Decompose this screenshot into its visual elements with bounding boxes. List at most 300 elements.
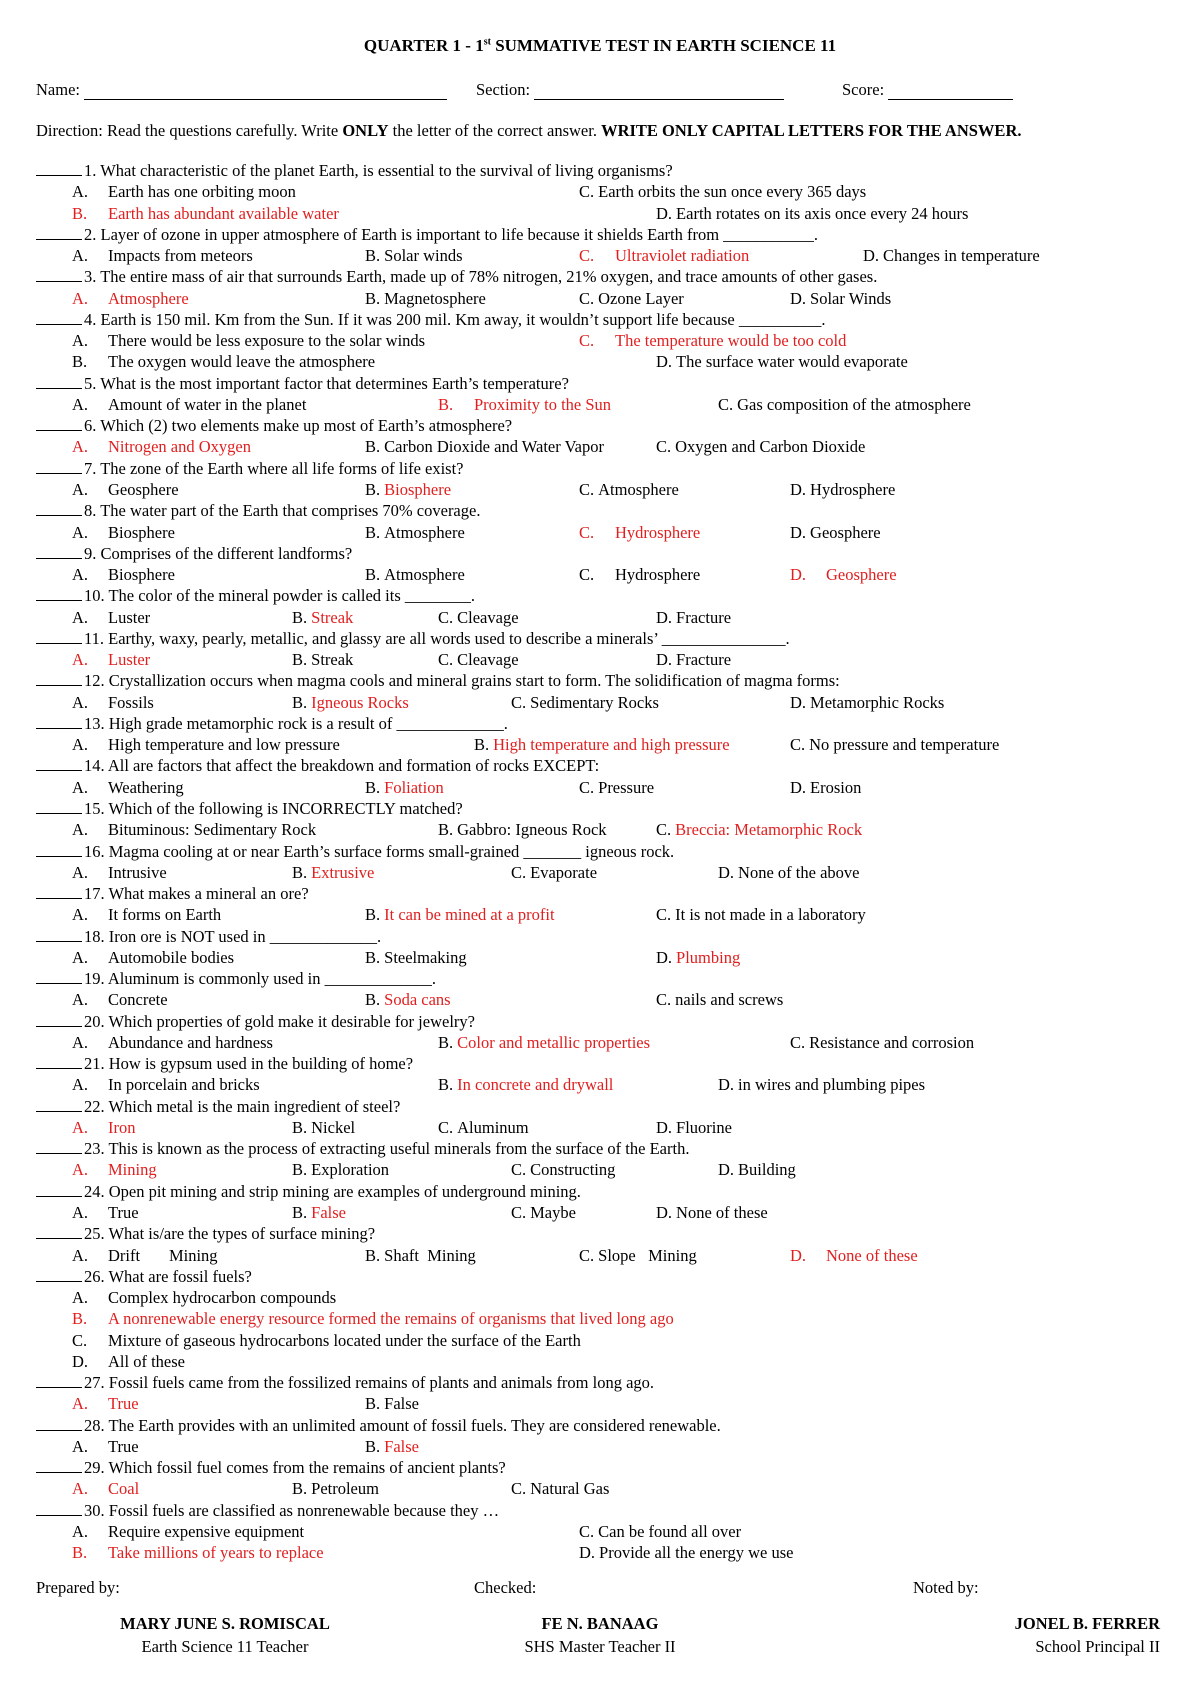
option-text: In porcelain and bricks: [108, 1075, 260, 1095]
option-text: Proximity to the Sun: [474, 394, 612, 414]
option-letter: A.: [72, 1436, 89, 1456]
checked-signatory: [470, 1614, 730, 1657]
option-row: [36, 1308, 1176, 1329]
question-text: 13. High grade metamorphic rock is a result of _____________.: [84, 713, 508, 733]
question: [36, 628, 1176, 649]
answer-option-correct: [365, 904, 555, 925]
answer-blank[interactable]: [36, 1500, 82, 1516]
question: [36, 1223, 1176, 1244]
answer-blank[interactable]: [36, 1053, 82, 1069]
answer-option: [72, 862, 167, 883]
option-letter: C.: [579, 1245, 595, 1265]
option-text: Mixture of gaseous hydrocarbons located under the surface of the Earth: [108, 1330, 581, 1350]
directions: Direction: Read the questions carefully. Write ONLY the letter of the correct answer. WRITE ONLY CAPITAL LETTERS FOR THE ANSWER.: [36, 121, 1022, 140]
question: [36, 500, 1176, 521]
option-row: [36, 1032, 1176, 1053]
option-letter: C.: [790, 735, 806, 755]
option-row: [36, 203, 1176, 224]
option-letter: A.: [72, 607, 89, 627]
option-row: [36, 1542, 1176, 1563]
answer-option: [438, 819, 607, 840]
question: [36, 755, 1176, 776]
answer-blank[interactable]: [36, 883, 82, 899]
answer-option: [656, 1202, 768, 1223]
option-letter: A.: [72, 522, 89, 542]
option-text: Streak: [311, 650, 354, 670]
option-letter: C.: [656, 990, 672, 1010]
option-row: [36, 436, 1176, 457]
answer-option-correct: [72, 1542, 324, 1563]
option-text: Iron: [108, 1117, 136, 1137]
answer-option: [72, 947, 234, 968]
option-letter: A.: [72, 565, 89, 585]
question: [36, 309, 1176, 330]
option-text: Ozone Layer: [598, 288, 684, 308]
option-letter: B.: [365, 947, 381, 967]
option-text: Fossils: [108, 692, 154, 712]
answer-option: [579, 564, 700, 585]
answer-option-correct: [72, 1159, 157, 1180]
option-text: Exploration: [311, 1160, 390, 1180]
option-row: [36, 692, 1176, 713]
answer-option: [718, 862, 859, 883]
answer-blank[interactable]: [36, 1096, 82, 1112]
answer-blank[interactable]: [36, 585, 82, 601]
option-letter: C.: [511, 862, 527, 882]
option-letter: A.: [72, 990, 89, 1010]
question: [36, 1266, 1176, 1287]
option-text: Oxygen and Carbon Dioxide: [675, 437, 866, 457]
answer-option: [656, 203, 968, 224]
answer-blank[interactable]: [36, 628, 82, 644]
option-text: Ultraviolet radiation: [615, 246, 750, 266]
option-text: It can be mined at a profit: [384, 905, 555, 925]
option-letter: B.: [365, 565, 381, 585]
option-text: Biosphere: [384, 479, 452, 499]
question-text: 16. Magma cooling at or near Earth’s surface forms small-grained _______ igneous rock.: [84, 841, 675, 861]
option-row: [36, 819, 1176, 840]
answer-blank[interactable]: [36, 1181, 82, 1197]
option-letter: D.: [790, 692, 807, 712]
option-text: Gas composition of the atmosphere: [737, 394, 971, 414]
option-letter: A.: [72, 1245, 89, 1265]
option-text: Earth rotates on its axis once every 24 hours: [676, 203, 969, 223]
answer-blank[interactable]: [36, 1223, 82, 1239]
option-text: Constructing: [530, 1160, 616, 1180]
answer-option-correct: [438, 1032, 650, 1053]
option-letter: C.: [511, 1203, 527, 1223]
option-text: Nickel: [311, 1117, 356, 1137]
option-row: [36, 862, 1176, 883]
answer-option: [656, 351, 908, 372]
question: [36, 266, 1176, 287]
answer-option: [511, 1478, 609, 1499]
score-field[interactable]: [842, 80, 1013, 102]
answer-option: [72, 1287, 336, 1308]
answer-blank[interactable]: [36, 755, 82, 771]
answer-blank[interactable]: [36, 266, 82, 282]
answer-option: [579, 479, 679, 500]
option-letter: A.: [72, 735, 89, 755]
option-letter: D.: [718, 862, 735, 882]
option-letter: B.: [365, 437, 381, 457]
answer-option-correct: [656, 947, 740, 968]
answer-option: [511, 1159, 615, 1180]
answer-option-correct: [365, 479, 451, 500]
question-text: 30. Fossil fuels are classified as nonrenewable because they …: [84, 1500, 500, 1520]
option-text: Nitrogen and Oxygen: [108, 437, 251, 457]
option-text: Biosphere: [108, 565, 175, 585]
option-text: Slope Mining: [598, 1245, 697, 1265]
option-text: Atmosphere: [108, 288, 189, 308]
answer-option: [790, 777, 861, 798]
answer-option-correct: [72, 1308, 674, 1329]
option-row: [36, 1202, 1176, 1223]
option-text: Atmosphere: [384, 522, 465, 542]
answer-blank[interactable]: [36, 500, 82, 516]
option-letter: A.: [72, 331, 89, 351]
option-text: Earth has one orbiting moon: [108, 182, 296, 202]
option-text: Erosion: [810, 777, 862, 797]
option-text: Sedimentary Rocks: [530, 692, 659, 712]
name-field[interactable]: [36, 80, 447, 102]
question-text: 29. Which fossil fuel comes from the remains of ancient plants?: [84, 1458, 506, 1478]
option-text: Earth has abundant available water: [108, 203, 339, 223]
answer-option: [72, 734, 340, 755]
question: [36, 1011, 1176, 1032]
option-letter: C.: [511, 1160, 527, 1180]
option-text: Maybe: [530, 1203, 576, 1223]
option-row: [36, 734, 1176, 755]
option-text: Magnetosphere: [384, 288, 486, 308]
answer-option: [72, 1436, 139, 1457]
answer-blank[interactable]: [36, 458, 82, 474]
question-text: 14. All are factors that affect the breakdown and formation of rocks EXCEPT:: [84, 756, 600, 776]
answer-option-correct: [438, 1074, 613, 1095]
answer-option-correct: [72, 203, 339, 224]
option-row: [36, 1393, 1176, 1414]
option-text: Color and metallic properties: [457, 1032, 651, 1052]
option-letter: B.: [292, 1479, 308, 1499]
option-row: [36, 904, 1176, 925]
question-text: 22. Which metal is the main ingredient of steel?: [84, 1096, 401, 1116]
option-text: None of the above: [738, 862, 860, 882]
question-text: 24. Open pit mining and strip mining are examples of underground mining.: [84, 1181, 581, 1201]
question-text: 6. Which (2) two elements make up most of Earth’s atmosphere?: [84, 416, 513, 436]
answer-option: [863, 245, 1040, 266]
answer-option-correct: [579, 245, 749, 266]
option-text: False: [384, 1436, 419, 1456]
answer-blank[interactable]: [36, 968, 82, 984]
option-letter: B.: [292, 607, 308, 627]
option-text: There would be less exposure to the solar winds: [108, 331, 426, 351]
option-letter: C.: [511, 692, 527, 712]
answer-option: [72, 904, 221, 925]
answer-option: [72, 479, 179, 500]
option-letter: B.: [365, 1436, 381, 1456]
option-letter: C.: [438, 607, 454, 627]
question-text: 27. Fossil fuels came from the fossilized remains of plants and animals from long ago.: [84, 1373, 655, 1393]
answer-option: [292, 649, 353, 670]
answer-option-correct: [292, 692, 409, 713]
question: [36, 926, 1176, 947]
option-text: Extrusive: [311, 862, 375, 882]
option-text: Luster: [108, 650, 151, 670]
question: [36, 798, 1176, 819]
question: [36, 373, 1176, 394]
answer-option: [579, 1542, 793, 1563]
option-row: [36, 649, 1176, 670]
answer-option: [72, 564, 175, 585]
question: [36, 1138, 1176, 1159]
option-letter: B.: [292, 1203, 308, 1223]
option-row: [36, 1245, 1176, 1266]
option-text: Hydrosphere: [810, 479, 896, 499]
answer-blank[interactable]: [36, 798, 82, 814]
option-text: The temperature would be too cold: [615, 331, 847, 351]
question-text: 15. Which of the following is INCORRECTLY matched?: [84, 798, 463, 818]
option-text: Changes in temperature: [883, 246, 1040, 266]
option-text: Coal: [108, 1479, 140, 1499]
option-text: Provide all the energy we use: [599, 1543, 794, 1563]
answer-option: [438, 1117, 529, 1138]
option-letter: D.: [579, 1543, 596, 1563]
option-letter: D.: [790, 565, 807, 585]
option-row: [36, 330, 1176, 351]
question: [36, 224, 1176, 245]
section-field[interactable]: [476, 80, 784, 102]
question-text: 17. What makes a mineral an ore?: [84, 884, 309, 904]
prepared-by-signatory: [60, 1614, 390, 1657]
option-text: Atmosphere: [598, 479, 679, 499]
option-letter: B.: [72, 203, 88, 223]
option-text: Luster: [108, 607, 151, 627]
option-row: [36, 351, 1176, 372]
option-text: True: [108, 1203, 139, 1223]
question-text: 4. Earth is 150 mil. Km from the Sun. If it was 200 mil. Km away, it wouldn’t support life because __________.: [84, 309, 826, 329]
option-letter: B.: [365, 288, 381, 308]
option-text: Automobile bodies: [108, 947, 235, 967]
answer-option: [292, 1117, 355, 1138]
option-text: Foliation: [384, 777, 444, 797]
option-text: Fracture: [676, 607, 732, 627]
answer-option-correct: [72, 1393, 139, 1414]
question-text: 26. What are fossil fuels?: [84, 1266, 252, 1286]
option-text: True: [108, 1394, 139, 1414]
option-letter: C.: [790, 1032, 806, 1052]
option-letter: D.: [72, 1351, 89, 1371]
question-text: 10. The color of the mineral powder is called its ________.: [84, 586, 476, 606]
answer-option-correct: [438, 394, 611, 415]
answer-blank[interactable]: [36, 373, 82, 389]
option-text: Carbon Dioxide and Water Vapor: [384, 437, 604, 457]
option-row: [36, 947, 1176, 968]
answer-blank[interactable]: [36, 670, 82, 686]
answer-option: [365, 288, 486, 309]
option-letter: C.: [579, 331, 595, 351]
question-text: 5. What is the most important factor that determines Earth’s temperature?: [84, 373, 569, 393]
answer-option: [790, 1032, 974, 1053]
option-text: Solar winds: [384, 246, 463, 266]
answer-blank[interactable]: [36, 309, 82, 325]
option-letter: C.: [438, 650, 454, 670]
question-text: 9. Comprises of the different landforms?: [84, 543, 353, 563]
answer-option: [72, 245, 253, 266]
answer-option: [656, 904, 866, 925]
answer-option: [718, 1159, 796, 1180]
answer-blank[interactable]: [36, 1372, 82, 1388]
option-letter: D.: [656, 1203, 673, 1223]
option-letter: A.: [72, 820, 89, 840]
option-letter: B.: [292, 692, 308, 712]
question: [36, 713, 1176, 734]
option-letter: B.: [365, 990, 381, 1010]
option-text: Can be found all over: [598, 1522, 742, 1541]
option-row: [36, 1287, 1176, 1308]
option-letter: D.: [656, 947, 673, 967]
answer-option-correct: [292, 607, 353, 628]
answer-option: [72, 394, 306, 415]
question: [36, 1500, 1176, 1521]
answer-blank[interactable]: [36, 543, 82, 559]
option-text: Soda cans: [384, 990, 451, 1010]
option-text: No pressure and temperature: [809, 735, 1000, 755]
option-text: Mining: [108, 1160, 157, 1180]
answer-blank[interactable]: [36, 1457, 82, 1473]
option-text: Resistance and corrosion: [809, 1032, 975, 1052]
option-row: [36, 522, 1176, 543]
option-text: Impacts from meteors: [108, 246, 253, 266]
answer-option: [365, 1245, 476, 1266]
question-text: 3. The entire mass of air that surrounds Earth, made up of 78% nitrogen, 21% oxygen, and trace amounts of other gases.: [84, 267, 878, 287]
section-label: Section:: [476, 80, 531, 99]
option-text: It forms on Earth: [108, 905, 222, 925]
answer-option: [72, 1074, 260, 1095]
option-letter: C.: [656, 905, 672, 925]
answer-blank[interactable]: [36, 415, 82, 431]
question: [36, 160, 1176, 181]
answer-option-correct: [365, 777, 444, 798]
option-letter: B.: [292, 650, 308, 670]
answer-option: [579, 777, 654, 798]
checked-label: Checked:: [474, 1578, 537, 1597]
answer-option: [72, 351, 375, 372]
option-letter: D.: [790, 288, 807, 308]
answer-option: [72, 777, 184, 798]
answer-option: [72, 692, 154, 713]
option-text: In concrete and drywall: [457, 1075, 614, 1095]
answer-option-correct: [579, 522, 700, 543]
option-letter: A.: [72, 777, 89, 797]
option-row: [36, 1117, 1176, 1138]
option-text: Aluminum: [457, 1117, 529, 1137]
question: [36, 841, 1176, 862]
option-text: Hydrosphere: [615, 522, 701, 542]
option-text: Igneous Rocks: [311, 692, 409, 712]
answer-blank[interactable]: [36, 926, 82, 942]
option-row: [36, 989, 1176, 1010]
question-text: 12. Crystallization occurs when magma cools and mineral grains start to form. The solidification of magma forms:: [84, 671, 840, 691]
option-row: [36, 607, 1176, 628]
option-text: Evaporate: [530, 862, 598, 882]
question: [36, 458, 1176, 479]
option-letter: B.: [72, 352, 88, 372]
option-letter: A.: [72, 1394, 89, 1414]
option-letter: C.: [579, 288, 595, 308]
option-letter: C.: [656, 820, 672, 840]
option-letter: B.: [474, 735, 490, 755]
answer-option: [292, 1159, 389, 1180]
option-text: Bituminous: Sedimentary Rock: [108, 820, 317, 840]
answer-option: [579, 181, 866, 202]
option-row: [36, 777, 1176, 798]
question: [36, 1053, 1176, 1074]
option-text: Atmosphere: [384, 565, 465, 585]
question-text: 19. Aluminum is commonly used in _____________.: [84, 969, 437, 989]
option-text: Cleavage: [457, 607, 519, 627]
answer-option: [718, 1074, 925, 1095]
option-letter: A.: [72, 246, 89, 266]
question: [36, 968, 1176, 989]
answer-blank[interactable]: [36, 713, 82, 729]
answer-option: [72, 607, 150, 628]
name-label: Name:: [36, 80, 80, 99]
answer-option-correct: [656, 819, 862, 840]
option-text: Take millions of years to replace: [108, 1543, 324, 1563]
question: [36, 1096, 1176, 1117]
option-text: Fluorine: [676, 1117, 732, 1137]
option-letter: D.: [656, 203, 673, 223]
noted-by-signatory: [960, 1614, 1160, 1657]
option-row: [36, 1436, 1176, 1457]
option-text: Pressure: [598, 777, 655, 797]
answer-blank[interactable]: [36, 841, 82, 857]
answer-option-correct: [790, 1245, 918, 1266]
option-letter: C.: [579, 1522, 595, 1541]
question: [36, 543, 1176, 564]
answer-blank[interactable]: [36, 160, 82, 176]
answer-option: [292, 1478, 379, 1499]
answer-option: [72, 522, 175, 543]
question-text: 21. How is gypsum used in the building of home?: [84, 1054, 414, 1074]
answer-blank[interactable]: [36, 1415, 82, 1431]
option-letter: D.: [656, 1117, 673, 1137]
option-letter: A.: [72, 862, 89, 882]
question: [36, 585, 1176, 606]
answer-option: [790, 479, 895, 500]
option-row: [36, 1159, 1176, 1180]
option-letter: B.: [292, 862, 308, 882]
answer-option-correct: [365, 989, 451, 1010]
answer-blank[interactable]: [36, 1011, 82, 1027]
answer-blank[interactable]: [36, 1266, 82, 1282]
option-text: Earth orbits the sun once every 365 days: [598, 182, 867, 202]
answer-option-correct: [72, 649, 150, 670]
option-text: Breccia: Metamorphic Rock: [675, 820, 863, 840]
option-letter: A.: [72, 947, 89, 967]
answer-option-correct: [579, 330, 846, 351]
option-text: Cleavage: [457, 650, 519, 670]
option-letter: B.: [438, 820, 454, 840]
question: [36, 1457, 1176, 1478]
answer-option: [365, 436, 604, 457]
answer-option-correct: [292, 862, 374, 883]
option-letter: C.: [579, 565, 595, 585]
option-text: Concrete: [108, 990, 168, 1010]
noted-by-label: Noted by:: [913, 1578, 979, 1597]
answer-blank[interactable]: [36, 1138, 82, 1154]
answer-blank[interactable]: [36, 224, 82, 240]
